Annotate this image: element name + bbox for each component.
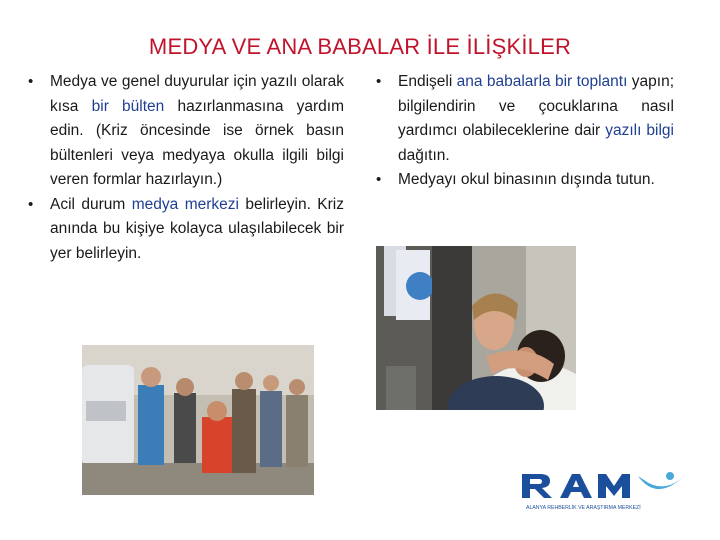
left-bullet-list: [28, 70, 344, 266]
bullet-media-center: [28, 193, 344, 267]
bulletin-highlight: bir bülten: [91, 97, 165, 115]
ram-logo-graphic: [520, 466, 696, 514]
crowd-photo-illustration: [82, 345, 314, 495]
page-title: MEDYA VE ANA BABALAR İLE İLİŞKİLER: [148, 34, 572, 59]
bulletin-text-pre: Medya ve genel duyurular için yazılı olarak kısa: [50, 73, 344, 115]
written-info-highlight: yazılı bilgi: [605, 122, 674, 139]
parent-meeting-text-pre: Endişeli: [398, 73, 457, 90]
bullet-media-outside: [376, 168, 674, 193]
media-center-text-post: belirleyin. Kriz anında bu kişiye kolayca ulaşılabilecek bir yer belirleyin.: [50, 195, 345, 262]
media-center-highlight: medya merkezi: [131, 195, 239, 213]
parent-meeting-text-mid: yapın; bilgilendirin ve çocuklarına nasıl yardımcı olabileceklerine dair: [398, 73, 675, 139]
bullet-bulletin: [28, 70, 344, 193]
media-center-text-pre: Acil durum: [50, 195, 132, 213]
ram-logo: [520, 466, 696, 514]
media-outside-text: Medyayı okul binasının dışında tutun.: [398, 171, 655, 188]
left-column: [28, 70, 344, 266]
bulletin-text-post: hazırlanmasına yardım edin. (Kriz öncesinde ise örnek basın bültenleri veya medyaya okulla ilgili bilgi veren formlar hazırlayın.): [50, 97, 345, 188]
parent-meeting-text-post: dağıtın.: [398, 146, 450, 164]
photo-mother-hugging-child: [376, 246, 576, 410]
right-bullet-list: [376, 70, 674, 193]
hug-photo-illustration: [376, 246, 576, 410]
photo-crowd-outside-school: [82, 345, 314, 495]
bullet-parent-meeting: [376, 70, 674, 168]
ram-logo-caption: ALANYA REHBERLİK VE ARAŞTIRMA MERKEZİ: [526, 505, 641, 511]
parent-meeting-highlight: ana babalarla bir toplantı: [456, 73, 628, 90]
right-column: [376, 70, 674, 193]
